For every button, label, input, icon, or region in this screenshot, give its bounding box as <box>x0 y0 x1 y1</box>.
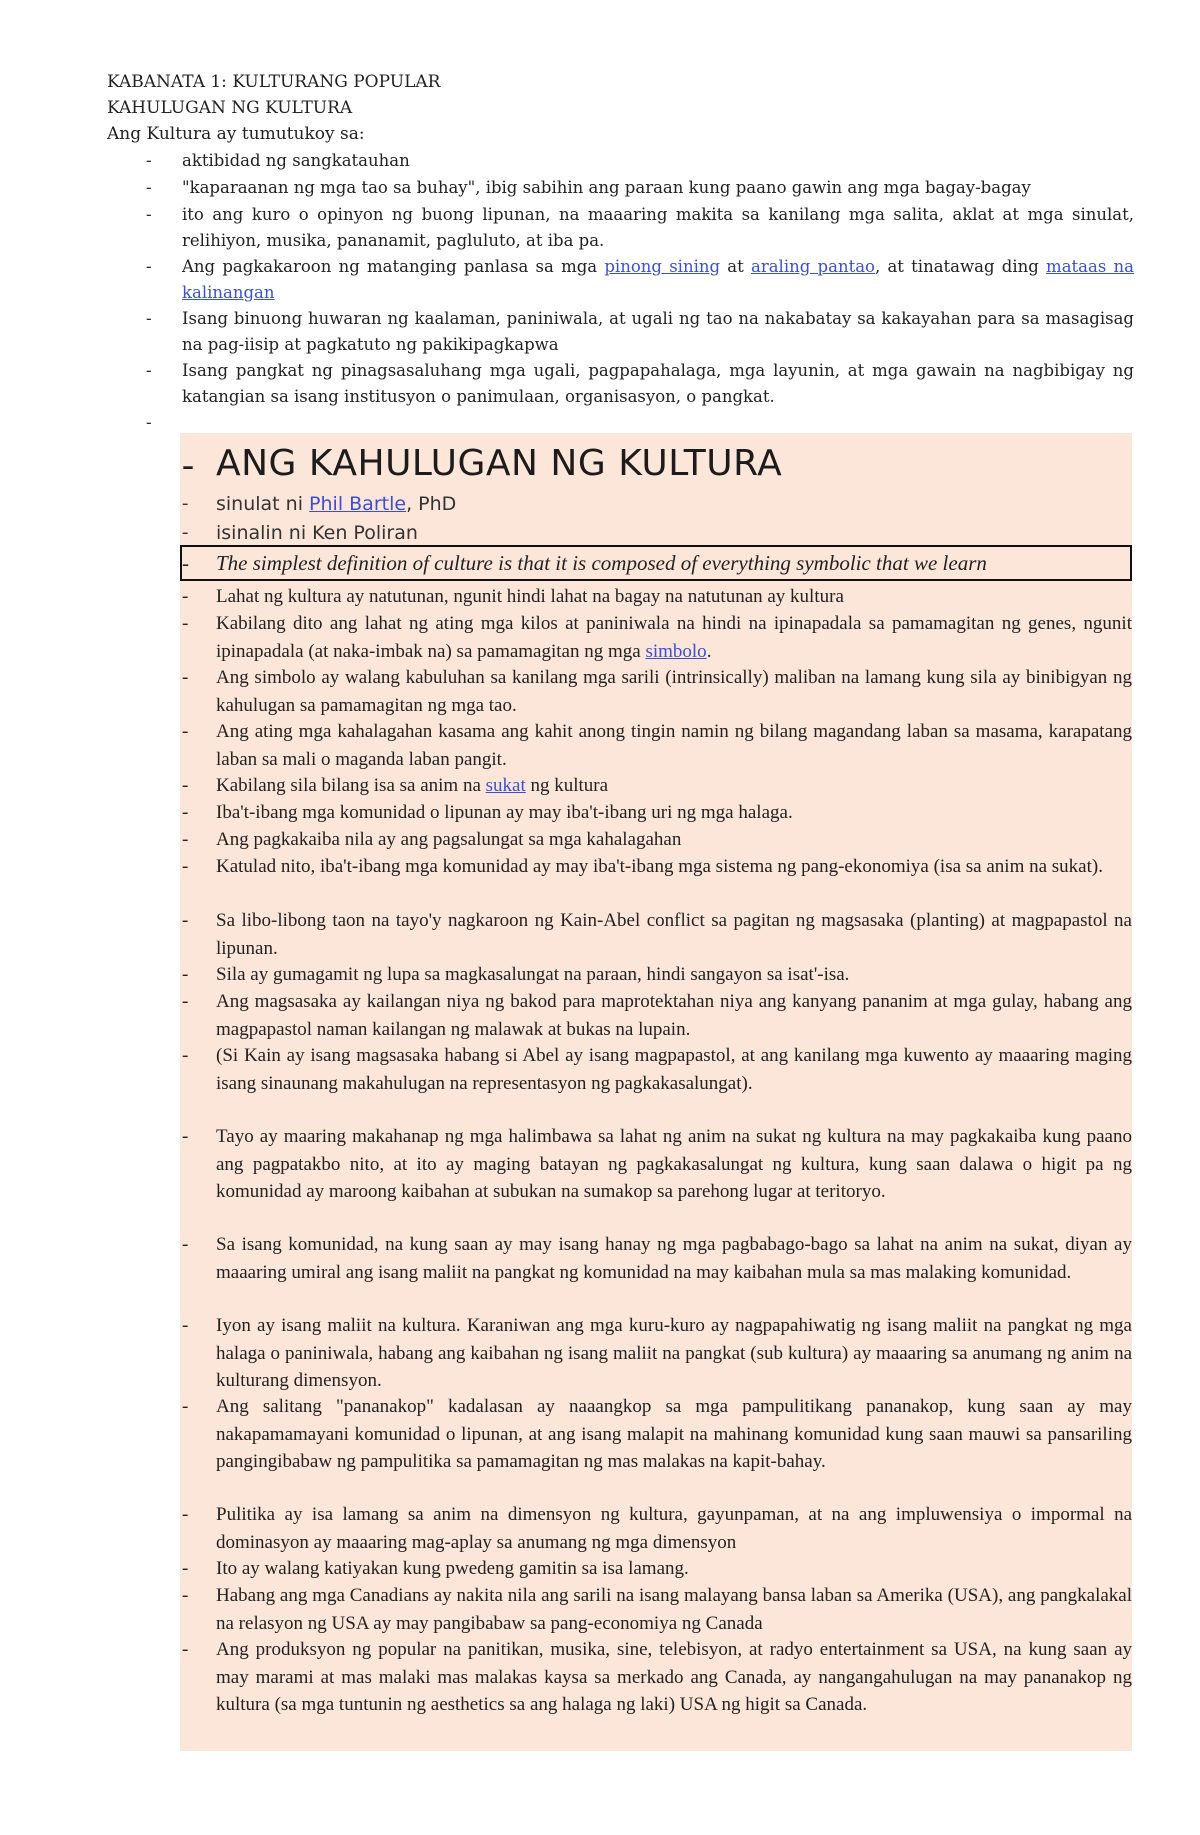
article-item <box>216 772 1132 800</box>
byline-text: , PhD <box>406 493 457 515</box>
link-pinong-sining[interactable]: pinong sining <box>604 257 721 276</box>
list-item: - "kaparaanan ng mga tao sa buhay", ibig sabihin ang paraan kung paano gawin ang mga bagay-bagay <box>182 175 1134 201</box>
article-item: - Pulitika ay isa lamang sa anim na dimensyon ng kultura, gayunpaman, at na ang impluwensiya o impormal na dominasyon ay maaaring mag-aplay sa anumang ng mga dimensyon <box>216 1501 1132 1556</box>
article-translator: - isinalin ni Ken Poliran <box>216 519 418 547</box>
article-item <box>216 610 1132 665</box>
article-item: - Sa libo-libong taon na tayo'y nagkaroon ng Kain-Abel conflict sa pagitan ng magsasaka (planting) at magpapastol na lipunan. <box>216 907 1132 962</box>
quote-text: - The simplest definition of culture is that it is composed of everything symbolic that we learn <box>216 549 987 577</box>
article-item: - Iyon ay isang maliit na kultura. Karaniwan ang mga kuru-kuro ay nagpapahiwatig ng isang maliit na pangkat ng mga halaga o paniniwala, habang ang kaibahan ng isang maliit na pangkat (sub kultura) ay maaaring sa anumang ng anim na kulturang dimensyon. <box>216 1312 1132 1395</box>
article-item-text: . <box>706 640 712 662</box>
list-item-text: at <box>720 257 751 276</box>
article-item: - Habang ang mga Canadians ay nakita nila ang sarili na isang malayang bansa laban sa Amerika (USA), ang pangkalakal na relasyon ng USA ay may pangibabaw sa pang-economiya ng Canada <box>216 1582 1132 1637</box>
byline-text: sinulat ni <box>216 493 310 515</box>
article-item: - Ang produksyon ng popular na panitikan, musika, sine, telebisyon, at radyo entertainment sa USA, na kung saan ay may marami at mas malaki mas malakas kaysa sa merkado ang Canada, ay nangangahulugan na may pananakop ng kultura (sa mga tuntunin ng aesthetics sa ang halaga ng laki) USA ng higit sa Canada. <box>216 1636 1132 1719</box>
article-item: - Sa isang komunidad, na kung saan ay may isang hanay ng mga pagbabago-bago sa lahat na anim na sukat, diyan ay maaaring umiral ang isang maliit na pangkat ng komunidad na may kaibahan mula sa mas malaking komunidad. <box>216 1231 1132 1286</box>
article-item: - Ang simbolo ay walang kabuluhan sa kanilang mga sarili (intrinsically) maliban na lamang kung sila ay binibigyan ng kahulugan sa pamamagitan ng mga tao. <box>216 664 1132 719</box>
list-item <box>182 254 1134 306</box>
article-item-text: Kabilang dito ang lahat ng ating mga kilos at paniniwala na hindi na ipinapadala sa pamamagitan ng genes, ngunit ipinapadala (at naka-imbak na) sa pamamagitan ng mga <box>216 613 1132 662</box>
article-item: - Katulad nito, iba't-ibang mga komunidad ay may iba't-ibang mga sistema ng pang-ekonomiya (isa sa anim na sukat). <box>216 853 1132 881</box>
list-item: - Isang binuong huwaran ng kaalaman, paniniwala, at ugali ng tao na nakabatay sa kakayahan para sa masagisag na pag-iisip at pagkatuto ng pakikipagkapwa <box>182 306 1134 358</box>
article-item: - (Si Kain ay isang magsasaka habang si Abel ay isang magpapastol, at ang kanilang mga kuwento ay maaaring maging isang sinaunang makahulugan na representasyon ng pagkakasalungat). <box>216 1042 1132 1097</box>
article-item: - Ito ay walang katiyakan kung pwedeng gamitin sa isa lamang. <box>216 1555 1132 1583</box>
link-sukat[interactable]: sukat <box>485 775 526 796</box>
article-item: - Lahat ng kultura ay natutunan, ngunit hindi lahat na bagay na natutunan ay kultura <box>216 583 1132 611</box>
list-item-text: Ang pagkakaroon ng matanging panlasa sa mga <box>182 257 605 276</box>
link-phil-bartle[interactable]: Phil Bartle <box>309 493 407 515</box>
article-item-text: ng kultura <box>525 775 609 796</box>
list-item: - ito ang kuro o opinyon ng buong lipunan, na maaaring makita sa kanilang mga salita, aklat at mga sinulat, relihiyon, musika, pananamit, pagluluto, at iba pa. <box>182 202 1134 254</box>
list-item-text: , at tinatawag ding <box>874 257 1047 276</box>
article-item: - Sila ay gumagamit ng lupa sa magkasalungat na paraan, hindi sangayon sa isat'-isa. <box>216 961 1132 989</box>
article-item: - Ang ating mga kahalagahan kasama ang kahit anong tingin namin ng bilang magandang laban sa masama, karapatang laban sa mali o maganda laban pangit. <box>216 718 1132 773</box>
article-title: - ANG KAHULUGAN NG KULTURA <box>216 440 782 488</box>
article-item-text: Kabilang sila bilang isa sa anim na <box>216 775 486 796</box>
link-mataas-na-kalinangan[interactable]: mataas na kalinangan <box>182 257 1135 302</box>
list-item: - aktibidad ng sangkatauhan <box>182 148 1134 174</box>
intro-line: Ang Kultura ay tumutukoy sa: <box>107 124 365 144</box>
article-byline <box>216 490 456 518</box>
article-item: - Ang pagkakaiba nila ay ang pagsalungat sa mga kahalagahan <box>216 826 1132 854</box>
link-araling-pantao[interactable]: araling pantao <box>751 257 875 276</box>
article-item: - Tayo ay maaring makahanap ng mga halimbawa sa lahat ng anim na sukat ng kultura na may pagkakaiba kung paano ang pagpatakbo nito, at ito ay maging batayan ng pagkakasalungat ng kultura, kung saan dalawa o higit pa ng komunidad ay maroong kaibahan at subukan na sumakop sa parehong lugar at teritoryo. <box>216 1123 1132 1206</box>
article-item: - Ang salitang "pananakop" kadalasan ay naaangkop sa mga pampulitikang pananakop, kung saan ay may nakapamamayani komunidad o lipunan, at ang isang malapit na mahinang komunidad kung saan mauwi sa pansariling pangingibabaw ng pampulitika sa pamamagitan ng mas malakas na kapit-bahay. <box>216 1393 1132 1476</box>
list-item: - Isang pangkat ng pinagsasaluhang mga ugali, pagpapahalaga, mga layunin, at mga gawain na nagbibigay ng katangian sa isang institusyon o panimulaan, organisasyon, o pangkat. <box>182 358 1134 410</box>
section-heading: KAHULUGAN NG KULTURA <box>107 98 353 118</box>
article-item: - Ang magsasaka ay kailangan niya ng bakod para maprotektahan niya ang kanyang pananim at mga gulay, habang ang magpapastol naman kailangan ng malawak at bukas na lupain. <box>216 988 1132 1043</box>
article-item: - Iba't-ibang mga komunidad o lipunan ay may iba't-ibang uri ng mga halaga. <box>216 799 1132 827</box>
chapter-heading: KABANATA 1: KULTURANG POPULAR <box>107 72 441 92</box>
link-simbolo[interactable]: simbolo <box>645 640 707 662</box>
